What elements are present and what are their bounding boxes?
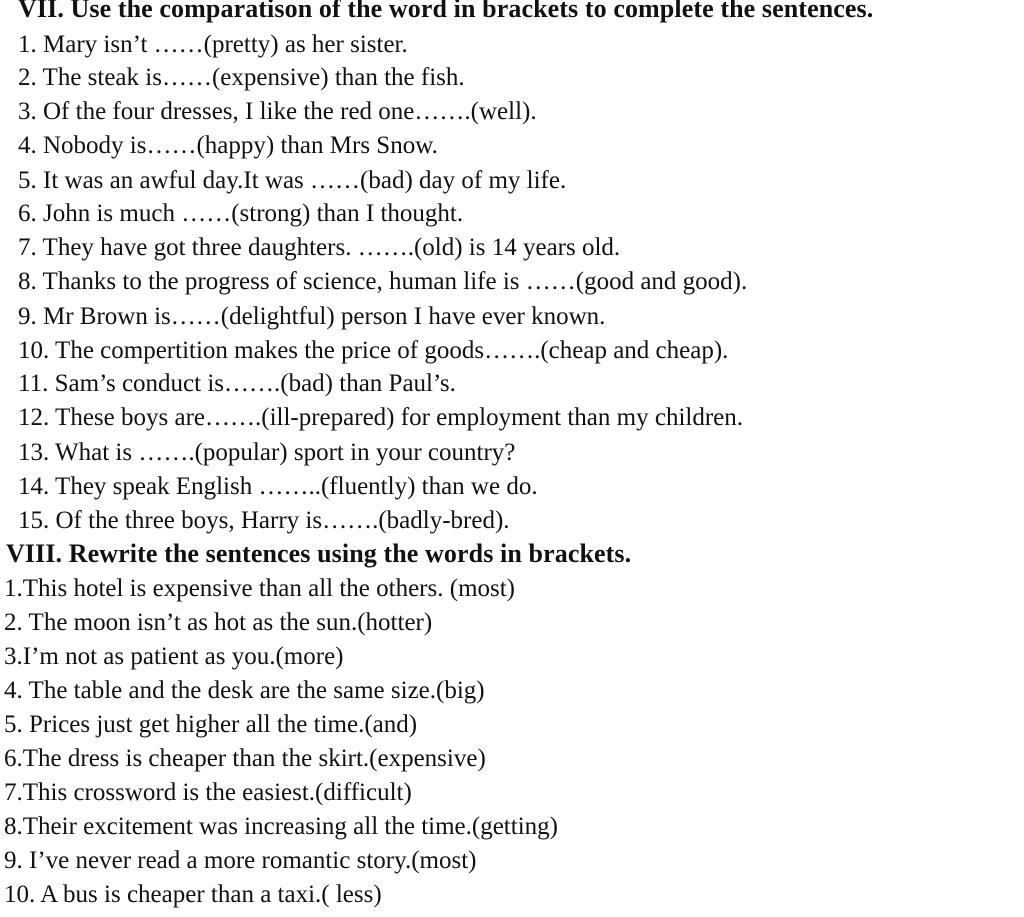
exercise-7-item-6: 6. John is much ……(strong) than I thought.	[18, 200, 464, 227]
section-7-heading: VII. Use the comparatison of the word in brackets to complete the sentences.	[18, 0, 874, 23]
exercise-8-item-7: 7.This crossword is the easiest.(difficult)	[4, 779, 412, 806]
exercise-8-item-10: 10. A bus is cheaper than a taxi.( less)	[4, 881, 382, 908]
exercise-7-item-11: 11. Sam’s conduct is…….(bad) than Paul’s.	[18, 370, 456, 397]
exercise-7-item-2: 2. The steak is……(expensive) than the fish.	[18, 64, 465, 91]
exercise-8-item-5: 5. Prices just get higher all the time.(and)	[4, 711, 418, 738]
exercise-7-item-3: 3. Of the four dresses, I like the red one…….(well).	[18, 98, 537, 125]
exercise-8-item-6: 6.The dress is cheaper than the skirt.(expensive)	[4, 745, 486, 772]
exercise-8-item-3: 3.I’m not as patient as you.(more)	[4, 643, 344, 670]
exercise-7-item-9: 9. Mr Brown is……(delightful) person I have ever known.	[18, 303, 606, 330]
exercise-8-item-8: 8.Their excitement was increasing all the time.(getting)	[4, 813, 558, 840]
exercise-7-item-13: 13. What is …….(popular) sport in your country?	[18, 439, 516, 466]
exercise-8-item-1: 1.This hotel is expensive than all the others. (most)	[4, 575, 516, 602]
section-8-heading: VIII. Rewrite the sentences using the words in brackets.	[6, 539, 632, 568]
exercise-7-item-10: 10. The compertition makes the price of goods…….(cheap and cheap).	[18, 337, 729, 364]
exercise-7-item-8: 8. Thanks to the progress of science, human life is ……(good and good).	[18, 268, 748, 295]
exercise-8-item-9: 9. I’ve never read a more romantic story.(most)	[4, 847, 477, 874]
exercise-8-item-2: 2. The moon isn’t as hot as the sun.(hotter)	[4, 609, 433, 636]
exercise-7-item-14: 14. They speak English ……..(fluently) than we do.	[18, 473, 538, 500]
exercise-8-item-4: 4. The table and the desk are the same size.(big)	[4, 677, 485, 704]
exercise-7-item-1: 1. Mary isn’t ……(pretty) as her sister.	[18, 31, 408, 58]
exercise-7-item-4: 4. Nobody is……(happy) than Mrs Snow.	[18, 132, 438, 159]
exercise-7-item-7: 7. They have got three daughters. …….(old) is 14 years old.	[18, 234, 621, 261]
exercise-7-item-15: 15. Of the three boys, Harry is…….(badly-bred).	[18, 507, 510, 534]
exercise-7-item-5: 5. It was an awful day.It was ……(bad) day of my life.	[18, 167, 567, 194]
exercise-7-item-12: 12. These boys are…….(ill-prepared) for employment than my children.	[18, 404, 744, 431]
